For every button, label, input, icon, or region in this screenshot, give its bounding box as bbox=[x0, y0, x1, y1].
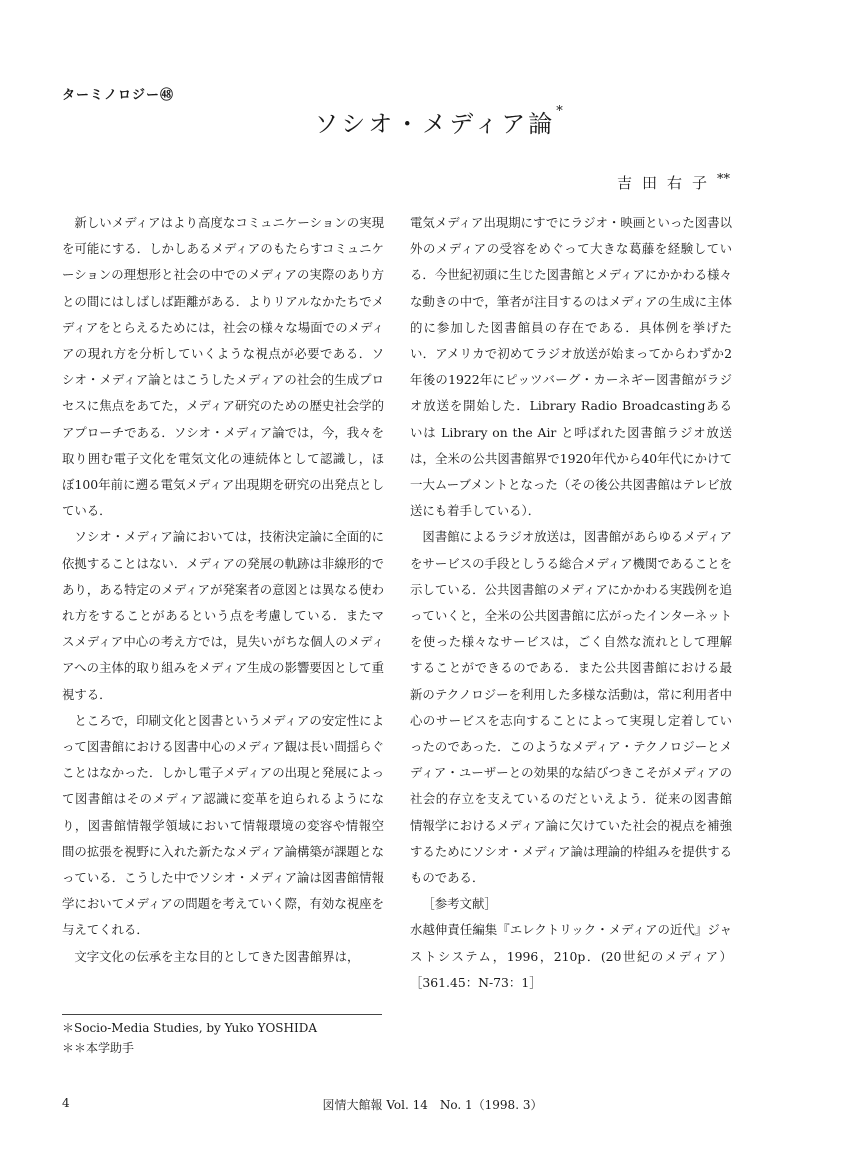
paragraph: 文字文化の伝承を主な目的としてきた図書館界は， bbox=[74, 948, 360, 964]
footnote-item: ＊＊本学助手 bbox=[62, 1041, 135, 1055]
right-column bbox=[410, 210, 732, 996]
paragraph: ソシオ・メディア論においては，技術決定論に全面的に依拠することはない．メディアの発展の軌跡は非線形的であり，ある特定のメディアが発案者の意図とは異なる使われ方をすることがあるという点を考慮している．またマスメディア中心の考え方では，見失いがちな個人のメディアへの主体的取り組みをメディア生成の影響要因として重視する． bbox=[62, 529, 384, 702]
footnotes bbox=[62, 1018, 317, 1058]
paragraph: ところで，印刷文化と図書というメディアの安定性によって図書館における図書中心のメディア観は長い間揺らぐことはなかった．しかし電子メディアの出現と発展によって図書館はそのメディア認識に変革を迫られるようになり，図書館情報学領域において情報環境の変容や情報空間の拡張を視野に入れた新たなメディア論構築が課題となっている．こうした中でソシオ・メディア論は図書館情報学においてメディアの問題を考えていく際，有効な視座を与えてくれる． bbox=[62, 712, 384, 938]
page-number: 4 bbox=[62, 1096, 70, 1110]
author-line bbox=[617, 172, 730, 193]
paragraph: 図書館によるラジオ放送は，図書館があらゆるメディアをサービスの手段としうる総合メディア機関であることを示している．公共図書館のメディアにかかわる実践例を追っていくと，全米の公共図書館に広がったインターネットを使った様々なサービスは，ごく自然な流れとして理解することができるのである．また公共図書館における最新のテクノロジーを利用した多様な活動は，常に利用者中心のサービスを志向することによって実現し定着していったのであった．このようなメディア・テクノロジーとメディア・ユーザーとの効果的な結びつきこそがメディアの社会的存立を支えているのだといえよう．従来の図書館情報学におけるメディア論に欠けていた社会的視点を補強するためにソシオ・メディア論は理論的枠組みを提供するものである． bbox=[410, 529, 732, 886]
paragraph: 新しいメディアはより高度なコミュニケーションの実現を可能にする．しかしあるメディアのもたらすコミュニケーションの理想形と社会の中でのメディアの実際のあり方との間にはしばしば距離がある．よりリアルなかたちでメディアをとらえるためには，社会の様々な場面でのメディアの現れ方を分析していくような視点が必要である．ソシオ・メディア論とはこうしたメディアの社会的生成プロセスに焦点をあてた，メディア研究のための歴史社会学的アプローチである．ソシオ・メディア論では，今，我々を取り囲む電子文化を電気文化の連続体として認識し，ほぼ100年前に遡る電気メディア出現期を研究の出発点としている． bbox=[62, 215, 384, 519]
footnote-item: ＊Socio-Media Studies, by Yuko YOSHIDA bbox=[62, 1021, 318, 1035]
author-footnote-mark: ** bbox=[717, 172, 730, 187]
title-footnote-mark: * bbox=[556, 104, 566, 119]
paragraph: 電気メディア出現期にすでにラジオ・映画といった図書以外のメディアの受容をめぐって大きな葛藤を経験している．今世紀初頭に生じた図書館とメディアにかかわる様々な動きの中で，筆者が注目するのはメディアの生成に主体的に参加した図書館員の存在である．具体例を挙げたい．アメリカで初めてラジオ放送が始まってからわずか2年後の1922年にピッツバーグ・カーネギー図書館がラジオ放送を開始した．Library Radio Broadcastingあるいは Library on the Air と呼ばれた図書館ラジオ放送は，全米の公共図書館界で1920年代から40年代にかけて一大ムーブメントとなった（その後公共図書館はテレビ放送にも着手している）． bbox=[410, 215, 732, 519]
reference-entry: 水越伸責任編集『エレクトリック・メディアの近代』ジャストシステム，1996，210p．(20世紀のメディア）［361.45：N-73：1］ bbox=[410, 922, 732, 990]
references-heading: ［参考文献］ bbox=[422, 896, 497, 912]
article-title-block bbox=[0, 104, 850, 139]
footnote-divider bbox=[62, 1014, 382, 1015]
journal-citation: 図情大館報 Vol. 14 No. 1（1998. 3） bbox=[322, 1098, 543, 1112]
article-title: ソシオ・メディア論 bbox=[314, 110, 556, 138]
left-column bbox=[62, 210, 384, 970]
author-name: 吉田右子 bbox=[616, 174, 717, 192]
series-label: ターミノロジー㊽ bbox=[62, 88, 175, 103]
